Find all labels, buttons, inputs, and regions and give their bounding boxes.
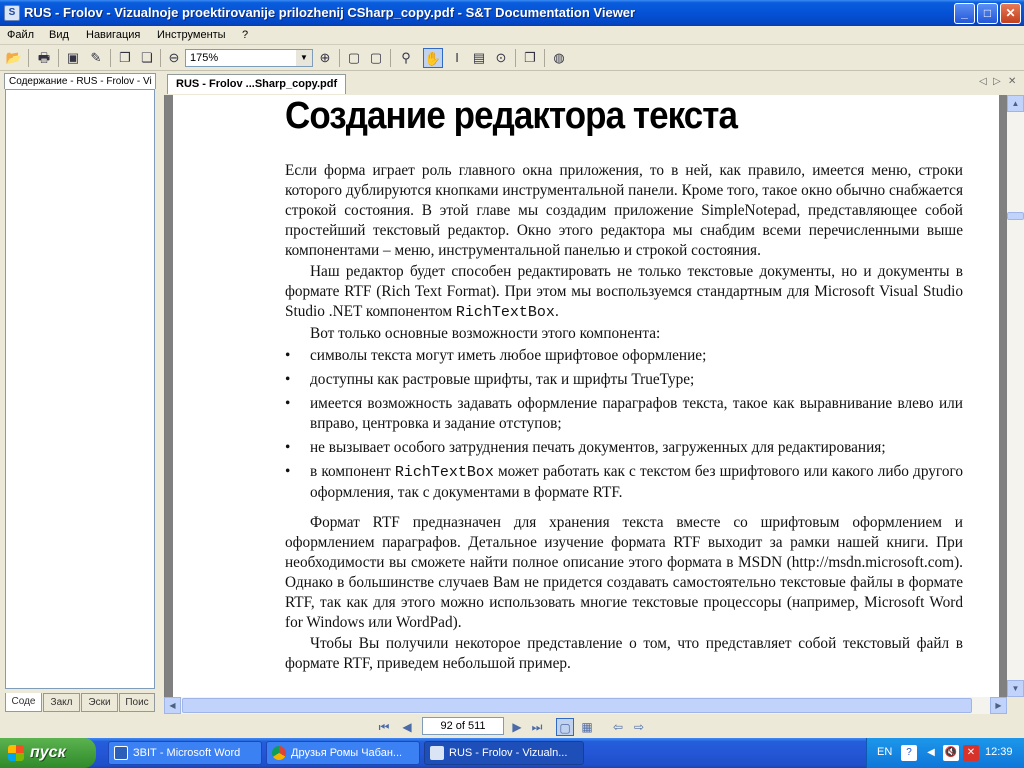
scroll-down-icon[interactable]: ▼: [1007, 680, 1024, 697]
image-export-icon[interactable]: ▣: [66, 50, 80, 65]
arrow-left-icon[interactable]: ◀: [927, 747, 935, 758]
menu-view[interactable]: Вид: [49, 29, 69, 41]
hscroll-thumb[interactable]: [182, 698, 972, 713]
app-icon: S: [4, 5, 20, 21]
pdf-page: [173, 95, 999, 697]
tab-contents[interactable]: Соде: [5, 693, 42, 712]
list-item: • доступны как растровые шрифты, так и шрифты TrueType;: [285, 370, 963, 390]
document-tabs: [164, 71, 1024, 95]
contents-tab[interactable]: Содержание - RUS - Frolov - Vi: [4, 73, 156, 89]
forward-icon[interactable]: ⇨: [633, 720, 645, 734]
chrome-icon: [272, 746, 286, 760]
close-button[interactable]: ✕: [1000, 3, 1021, 24]
list-item: • в компонент RichTextBox может работать как с текстом без шрифтового или какого либо другого оформления, так с документами в формате RTF.: [285, 462, 963, 503]
list-item: • не вызывает особого затруднения печать документов, загруженных для редактирования;: [285, 438, 963, 458]
tab-search[interactable]: Поис: [119, 693, 155, 712]
zoom-in-icon[interactable]: ⊕: [319, 50, 331, 65]
two-page-view-icon[interactable]: ▦: [581, 720, 593, 734]
prev-page-icon[interactable]: ◀: [402, 720, 412, 734]
word-icon: [114, 746, 128, 760]
list-item: • имеется возможность задавать оформление параграфов текста, такое как выравнивание влево или вправо, центровка и задание отступов;: [285, 394, 963, 434]
vertical-scrollbar[interactable]: [1007, 95, 1024, 697]
task-viewer[interactable]: RUS - Frolov - Vizualn...: [424, 741, 584, 765]
last-page-icon[interactable]: ⏭: [531, 720, 543, 734]
copy-icon[interactable]: ❐: [119, 50, 131, 65]
window-title: RUS - Frolov - Vizualnoje proektirovanije prilozhenij CSharp_copy.pdf - S&T Documentation Viewer: [24, 5, 636, 20]
first-page-icon[interactable]: ⏮: [378, 720, 390, 734]
tab-scroll-right-icon[interactable]: ▷: [993, 76, 1001, 87]
task-word[interactable]: ЗВІТ - Microsoft Word: [108, 741, 262, 765]
menu-navigation[interactable]: Навигация: [86, 29, 141, 41]
find-icon[interactable]: ⚲: [401, 50, 411, 65]
system-tray: [866, 738, 1024, 768]
maximize-button[interactable]: □: [977, 3, 998, 24]
scroll-up-icon[interactable]: ▲: [1007, 95, 1024, 112]
document-view[interactable]: [164, 95, 1007, 697]
page-body: [285, 161, 963, 675]
tab-thumbnails[interactable]: Эски: [81, 693, 118, 712]
zoom-value: 175%: [190, 52, 219, 64]
snapshot-icon[interactable]: ▤: [472, 50, 486, 65]
title-bar: [0, 0, 1024, 26]
tab-scroll-left-icon[interactable]: ◁: [979, 76, 987, 87]
paragraph: Чтобы Вы получили некоторое представление о том, что представляет собой текстовый файл в формате RTF, приведем небольшой пример.: [285, 635, 963, 672]
text-select-icon[interactable]: I: [455, 50, 459, 65]
globe-icon[interactable]: ◍: [553, 50, 565, 65]
contents-tree[interactable]: [5, 89, 155, 689]
scroll-left-icon[interactable]: ◀: [164, 697, 181, 714]
antivirus-icon[interactable]: ✕: [963, 745, 979, 761]
taskbar: [0, 738, 1024, 768]
tab-bookmarks[interactable]: Закл: [43, 693, 80, 712]
paragraph: Наш редактор будет способен редактировать не только текстовые документы, но и документы в формате RTF (Rich Text Format). При этом мы воспользуемся стандартным для Microsoft Visual Studio Studio .NET компонентом RichTextBox.: [285, 263, 963, 321]
hand-tool-icon[interactable]: ✋: [423, 48, 443, 68]
duplicate-icon[interactable]: ❐: [524, 50, 536, 65]
clock: 12:39: [985, 746, 1013, 758]
toolbar: [0, 45, 1024, 71]
start-button[interactable]: пуск: [0, 738, 96, 768]
scroll-thumb[interactable]: [1007, 212, 1024, 220]
help-icon[interactable]: ?: [901, 745, 917, 761]
edit-icon[interactable]: ✎: [90, 50, 102, 65]
document-tab[interactable]: RUS - Frolov ...Sharp_copy.pdf: [167, 74, 346, 94]
bullet-list: [285, 346, 963, 503]
page-navigation: [0, 714, 1024, 738]
single-page-view-icon[interactable]: ▢: [556, 718, 574, 736]
language-indicator[interactable]: EN: [877, 746, 893, 758]
page-heading: Создание редактора текста: [285, 95, 737, 137]
zoom-out-icon[interactable]: ⊖: [168, 50, 180, 65]
viewer-icon: [430, 746, 444, 760]
page-number-input[interactable]: 92 of 511: [422, 717, 504, 735]
contents-panel: [0, 71, 160, 717]
chevron-down-icon[interactable]: ▼: [296, 50, 312, 66]
fit-page-icon[interactable]: ▢: [369, 50, 383, 65]
paste-icon[interactable]: ❏: [141, 50, 153, 65]
print-icon[interactable]: 🖶: [37, 50, 51, 65]
windows-logo-icon: [8, 745, 24, 761]
tab-close-icon[interactable]: ✕: [1008, 76, 1017, 87]
paragraph: Если форма играет роль главного окна приложения, то в ней, как правило, имеется меню, строки которого дублируются кнопками инструментальной панели. Кроме того, такое окно обычно снабжается строкой состояния. В этой главе мы создадим приложение SimpleNotepad, представляющее собой простейший текстовый редактор. Окно этого редактора мы снабдим всеми перечисленными выше компонентами – меню, инструментальной панелью и строкой состояния.: [285, 162, 963, 259]
menu-bar: [0, 26, 1024, 45]
zoom-select[interactable]: [185, 49, 313, 67]
zoom-tool-icon[interactable]: ⊙: [495, 50, 507, 65]
paragraph: Формат RTF предназначен для хранения текста вместе со шрифтовым оформлением и оформлением параграфов. Детальное изучение формата RTF выходит за рамки нашей книги. При необходимости вы сможете найти полное описание этого формата в MSDN (http://msdn.microsoft.com). Однако в большинстве случаев Вам не придется создавать самостоятельно текстовые файлы в формате RTF, так как для этого можно использовать многие текстовые процессоры (например, Microsoft Word for Windows или WordPad).: [285, 514, 963, 631]
paragraph: Вот только основные возможности этого компонента:: [310, 325, 661, 342]
volume-icon[interactable]: 🔇: [943, 745, 959, 761]
menu-file[interactable]: Файл: [7, 29, 35, 41]
horizontal-scrollbar[interactable]: [164, 697, 1007, 714]
panel-tabs: [5, 693, 155, 713]
open-folder-icon[interactable]: 📂: [5, 50, 23, 65]
task-browser[interactable]: Друзья Ромы Чабан...: [266, 741, 420, 765]
minimize-button[interactable]: _: [954, 3, 975, 24]
single-page-icon[interactable]: ▢: [347, 50, 361, 65]
menu-tools[interactable]: Инструменты: [157, 29, 226, 41]
list-item: • символы текста могут иметь любое шрифтовое оформление;: [285, 346, 963, 366]
back-icon[interactable]: ⇦: [612, 720, 624, 734]
next-page-icon[interactable]: ▶: [512, 720, 522, 734]
menu-help[interactable]: ?: [242, 29, 249, 41]
scroll-right-icon[interactable]: ▶: [990, 697, 1007, 714]
